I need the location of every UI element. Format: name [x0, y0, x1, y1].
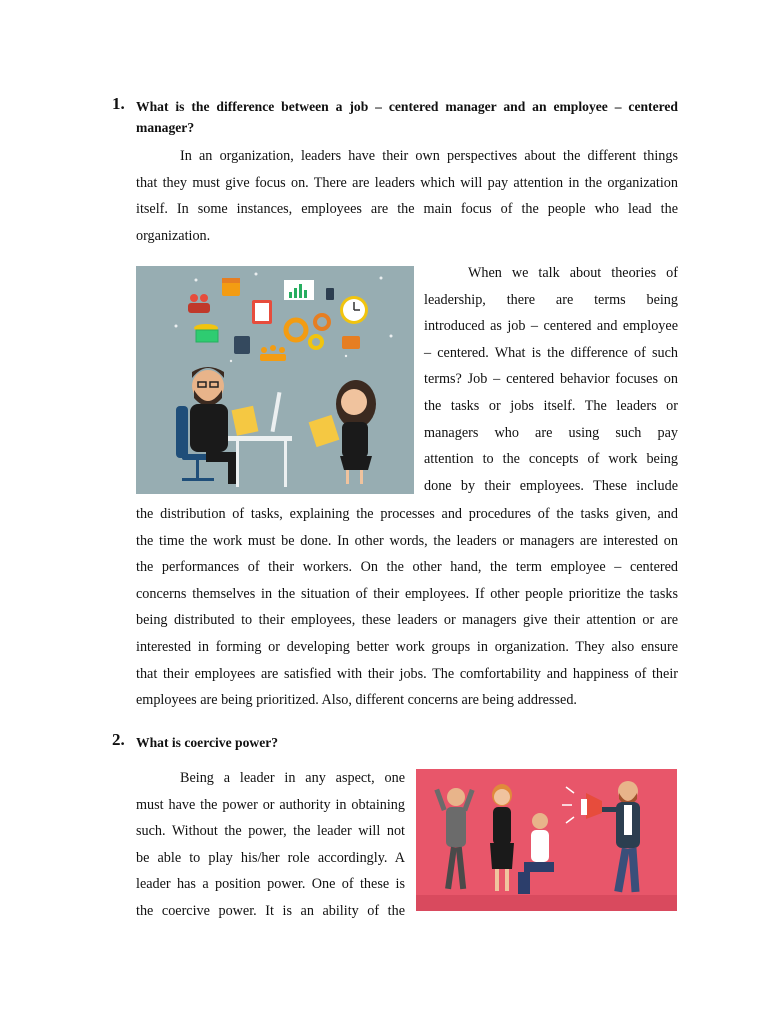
question-1-title-line: What is the difference between a job – centered manager and an employee – centered [136, 99, 678, 114]
paragraph-line: managers who are using such pay [424, 424, 678, 441]
paragraph-line: the distribution of tasks, explaining the processes and procedures of the tasks given, and [136, 506, 678, 522]
manager-figure [190, 367, 258, 484]
paragraph-line: organization. [136, 227, 211, 244]
paragraph-line: When we talk about theories of [468, 265, 678, 281]
coercive-scene-graphic [416, 769, 677, 911]
paragraph-line: such. Without the power, the leader will not [136, 823, 405, 840]
paragraph-line: the tasks or jobs itself. The leaders or [424, 397, 678, 414]
paragraph-line: interested in forming or developing better work groups in organization. They also ensure [136, 638, 678, 655]
team-icon [188, 294, 210, 313]
calendar-icon [222, 278, 240, 296]
question-1-title [136, 96, 678, 138]
question-1-title-line: manager? [136, 120, 195, 135]
q1-side-paragraph [424, 260, 678, 499]
question-2-title: What is coercive power? [136, 735, 279, 750]
clipboard-icon [252, 300, 272, 324]
paragraph-line: the time the work must be done. In other words, the leaders or managers are interested on [136, 532, 678, 549]
paragraph-line: being distributed to their employees, these leaders or managers give their attention or are [136, 612, 678, 629]
people-group-icon [260, 345, 286, 361]
paragraph-line: – centered. What is the difference of such [424, 344, 678, 361]
coercive-power-illustration [416, 769, 677, 911]
employee-figure [309, 380, 376, 484]
chart-board-icon [284, 280, 314, 300]
clock-icon [340, 296, 368, 324]
paragraph-line: concerns themselves in the situation of their employees. If other people prioritize the tasks [136, 585, 678, 602]
paragraph-line: itself. In some instances, employees are the main focus of the people who lead the [136, 201, 678, 218]
paragraph-line: leadership, there are terms being [424, 291, 678, 308]
gears-icon [286, 315, 329, 348]
question-1-number: 1. [112, 94, 125, 113]
phone-icon [326, 288, 334, 300]
calculator-icon [234, 336, 250, 354]
briefcase-icon [342, 336, 360, 349]
paragraph-line: that their employees are satisfied with their jobs. The comfortability and happiness of their [136, 665, 678, 682]
paragraph-line: the performances of their workers. On the other hand, the term employee – centered [136, 559, 678, 576]
q1-intro-paragraph [136, 143, 678, 249]
paragraph-line: must have the power or authority in obtaining [136, 796, 405, 813]
paragraph-line: done by their employees. These include [424, 477, 678, 494]
paragraph-line: that they must give focus on. There are leaders which will pay attention in the organization [136, 174, 678, 191]
question-2-number: 2. [112, 730, 125, 749]
paragraph-line: terms? Job – centered behavior focuses on [424, 371, 678, 388]
paragraph-line: be able to play his/her role accordingly. A [136, 849, 405, 866]
q1-continuation-paragraph [136, 501, 678, 714]
scared-worker-2 [490, 784, 514, 891]
scared-worker-1 [434, 788, 474, 889]
paragraph-line: In an organization, leaders have their own perspectives about the different things [180, 148, 678, 164]
paragraph-line: employees are being prioritized. Also, different concerns are being addressed. [136, 692, 577, 709]
q2-side-paragraph [136, 765, 405, 925]
paragraph-line: the coercive power. It is an ability of the [136, 902, 405, 919]
paragraph-line: leader has a position power. One of these is [136, 876, 405, 893]
office-illustration [136, 266, 414, 494]
paragraph-line: attention to the concepts of work being [424, 451, 678, 468]
paragraph-line: Being a leader in any aspect, one [180, 770, 405, 786]
money-icon [194, 324, 218, 342]
paragraph-line: introduced as job – centered and employee [424, 318, 678, 335]
desk [228, 392, 292, 487]
boss-with-megaphone [562, 781, 640, 892]
office-scene-graphic [136, 266, 414, 494]
kneeling-worker [518, 813, 554, 894]
